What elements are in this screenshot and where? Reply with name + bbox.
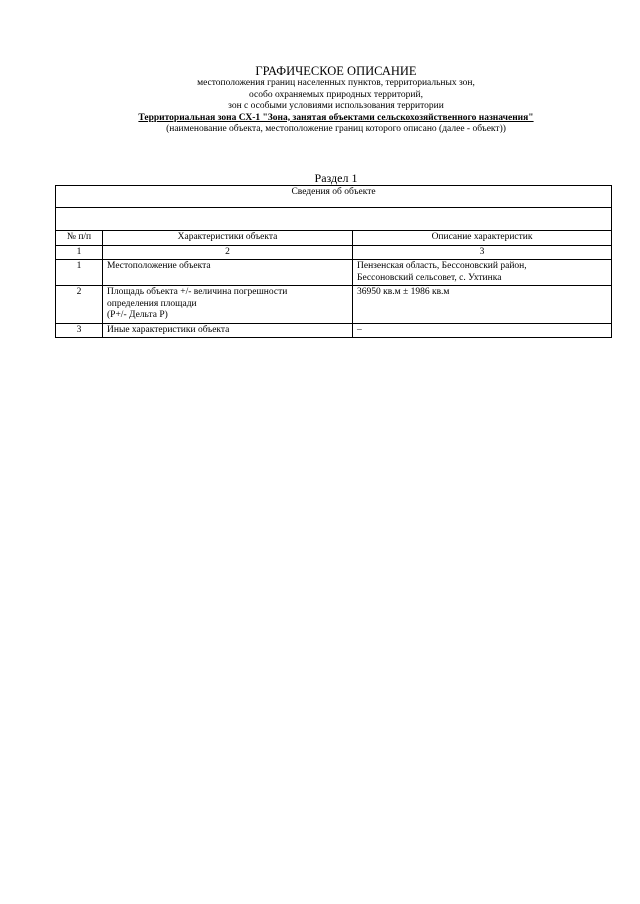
table-row <box>56 286 612 324</box>
object-name: Территориальная зона СХ-1 "Зона, занятая объектами сельскохозяйственного назначения" <box>138 112 534 123</box>
description-line: 36950 кв.м ± 1986 кв.м <box>357 287 450 297</box>
column-numbering-row <box>56 245 612 260</box>
row-description <box>353 286 612 324</box>
object-info-table <box>55 185 612 338</box>
description-line: – <box>357 324 362 335</box>
column-number-1: 1 <box>56 245 103 260</box>
characteristic-line: Иные характеристики объекта <box>107 324 230 335</box>
header-line-3: зон с особыми условиями использования территории <box>228 101 444 111</box>
characteristic-line: Местоположение объекта <box>107 261 211 271</box>
object-note: (наименование объекта, местоположение границ которого описано (далее - объект)) <box>166 124 506 134</box>
header-line-2: особо охраняемых природных территорий, <box>249 89 423 100</box>
row-number: 2 <box>56 286 103 324</box>
document-title: ГРАФИЧЕСКОЕ ОПИСАНИЕ <box>255 64 417 78</box>
row-characteristic <box>103 260 353 286</box>
header-cell-num: № п/п <box>56 231 103 246</box>
row-description <box>353 323 612 338</box>
row-description <box>353 260 612 286</box>
table-row <box>56 260 612 286</box>
empty-cell <box>56 208 612 231</box>
description-line: Пензенская область, Бессоновский район, <box>357 261 527 271</box>
header-line-1: местоположения границ населенных пунктов, территориальных зон, <box>197 78 475 88</box>
characteristic-line: (P+/- Дельта P) <box>107 310 168 320</box>
column-number-3: 3 <box>353 245 612 260</box>
characteristic-line: Площадь объекта +/- величина погрешности <box>107 287 288 297</box>
row-number: 3 <box>56 323 103 338</box>
column-number-2: 2 <box>103 245 353 260</box>
table-header-row <box>56 231 612 246</box>
table-row <box>56 323 612 338</box>
row-characteristic <box>103 286 353 324</box>
row-characteristic <box>103 323 353 338</box>
empty-row <box>56 208 612 231</box>
description-line: Бессоновский сельсовет, с. Ухтинка <box>357 272 502 283</box>
characteristic-line: определения площади <box>107 298 197 309</box>
document-header <box>60 64 612 136</box>
header-cell-description: Описание характеристик <box>353 231 612 246</box>
section-title: Раздел 1 <box>314 171 358 185</box>
row-number: 1 <box>56 260 103 286</box>
header-cell-characteristic: Характеристики объекта <box>103 231 353 246</box>
info-heading: Сведения об объекте <box>56 186 612 208</box>
info-heading-row <box>56 186 612 208</box>
